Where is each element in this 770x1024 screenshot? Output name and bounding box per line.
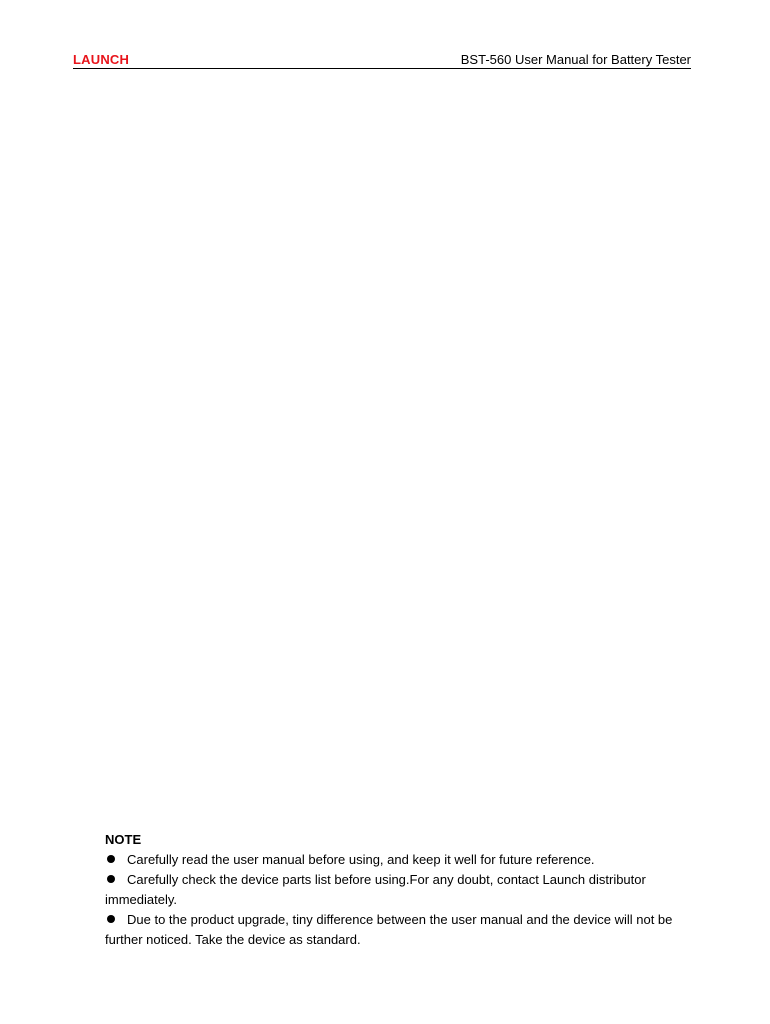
note-list [105, 850, 705, 950]
note-item-text: Due to the product upgrade, tiny difference between the user manual and the device will not be further noticed. Take the device as standard. [105, 912, 673, 947]
bullet-icon [107, 855, 115, 863]
manual-title: BST-560 User Manual for Battery Tester [460, 52, 691, 67]
note-section [105, 830, 705, 950]
note-heading: NOTE [105, 832, 142, 847]
launch-logo: LAUNCH [73, 52, 130, 67]
bullet-icon [107, 915, 115, 923]
note-item [105, 870, 705, 910]
page-header [73, 52, 691, 69]
note-item-text: Carefully check the device parts list before using.For any doubt, contact Launch distributor immediately. [105, 872, 646, 907]
note-item-text: Carefully read the user manual before using, and keep it well for future reference. [127, 852, 595, 867]
note-item [105, 910, 705, 950]
note-item [105, 850, 705, 870]
bullet-icon [107, 875, 115, 883]
